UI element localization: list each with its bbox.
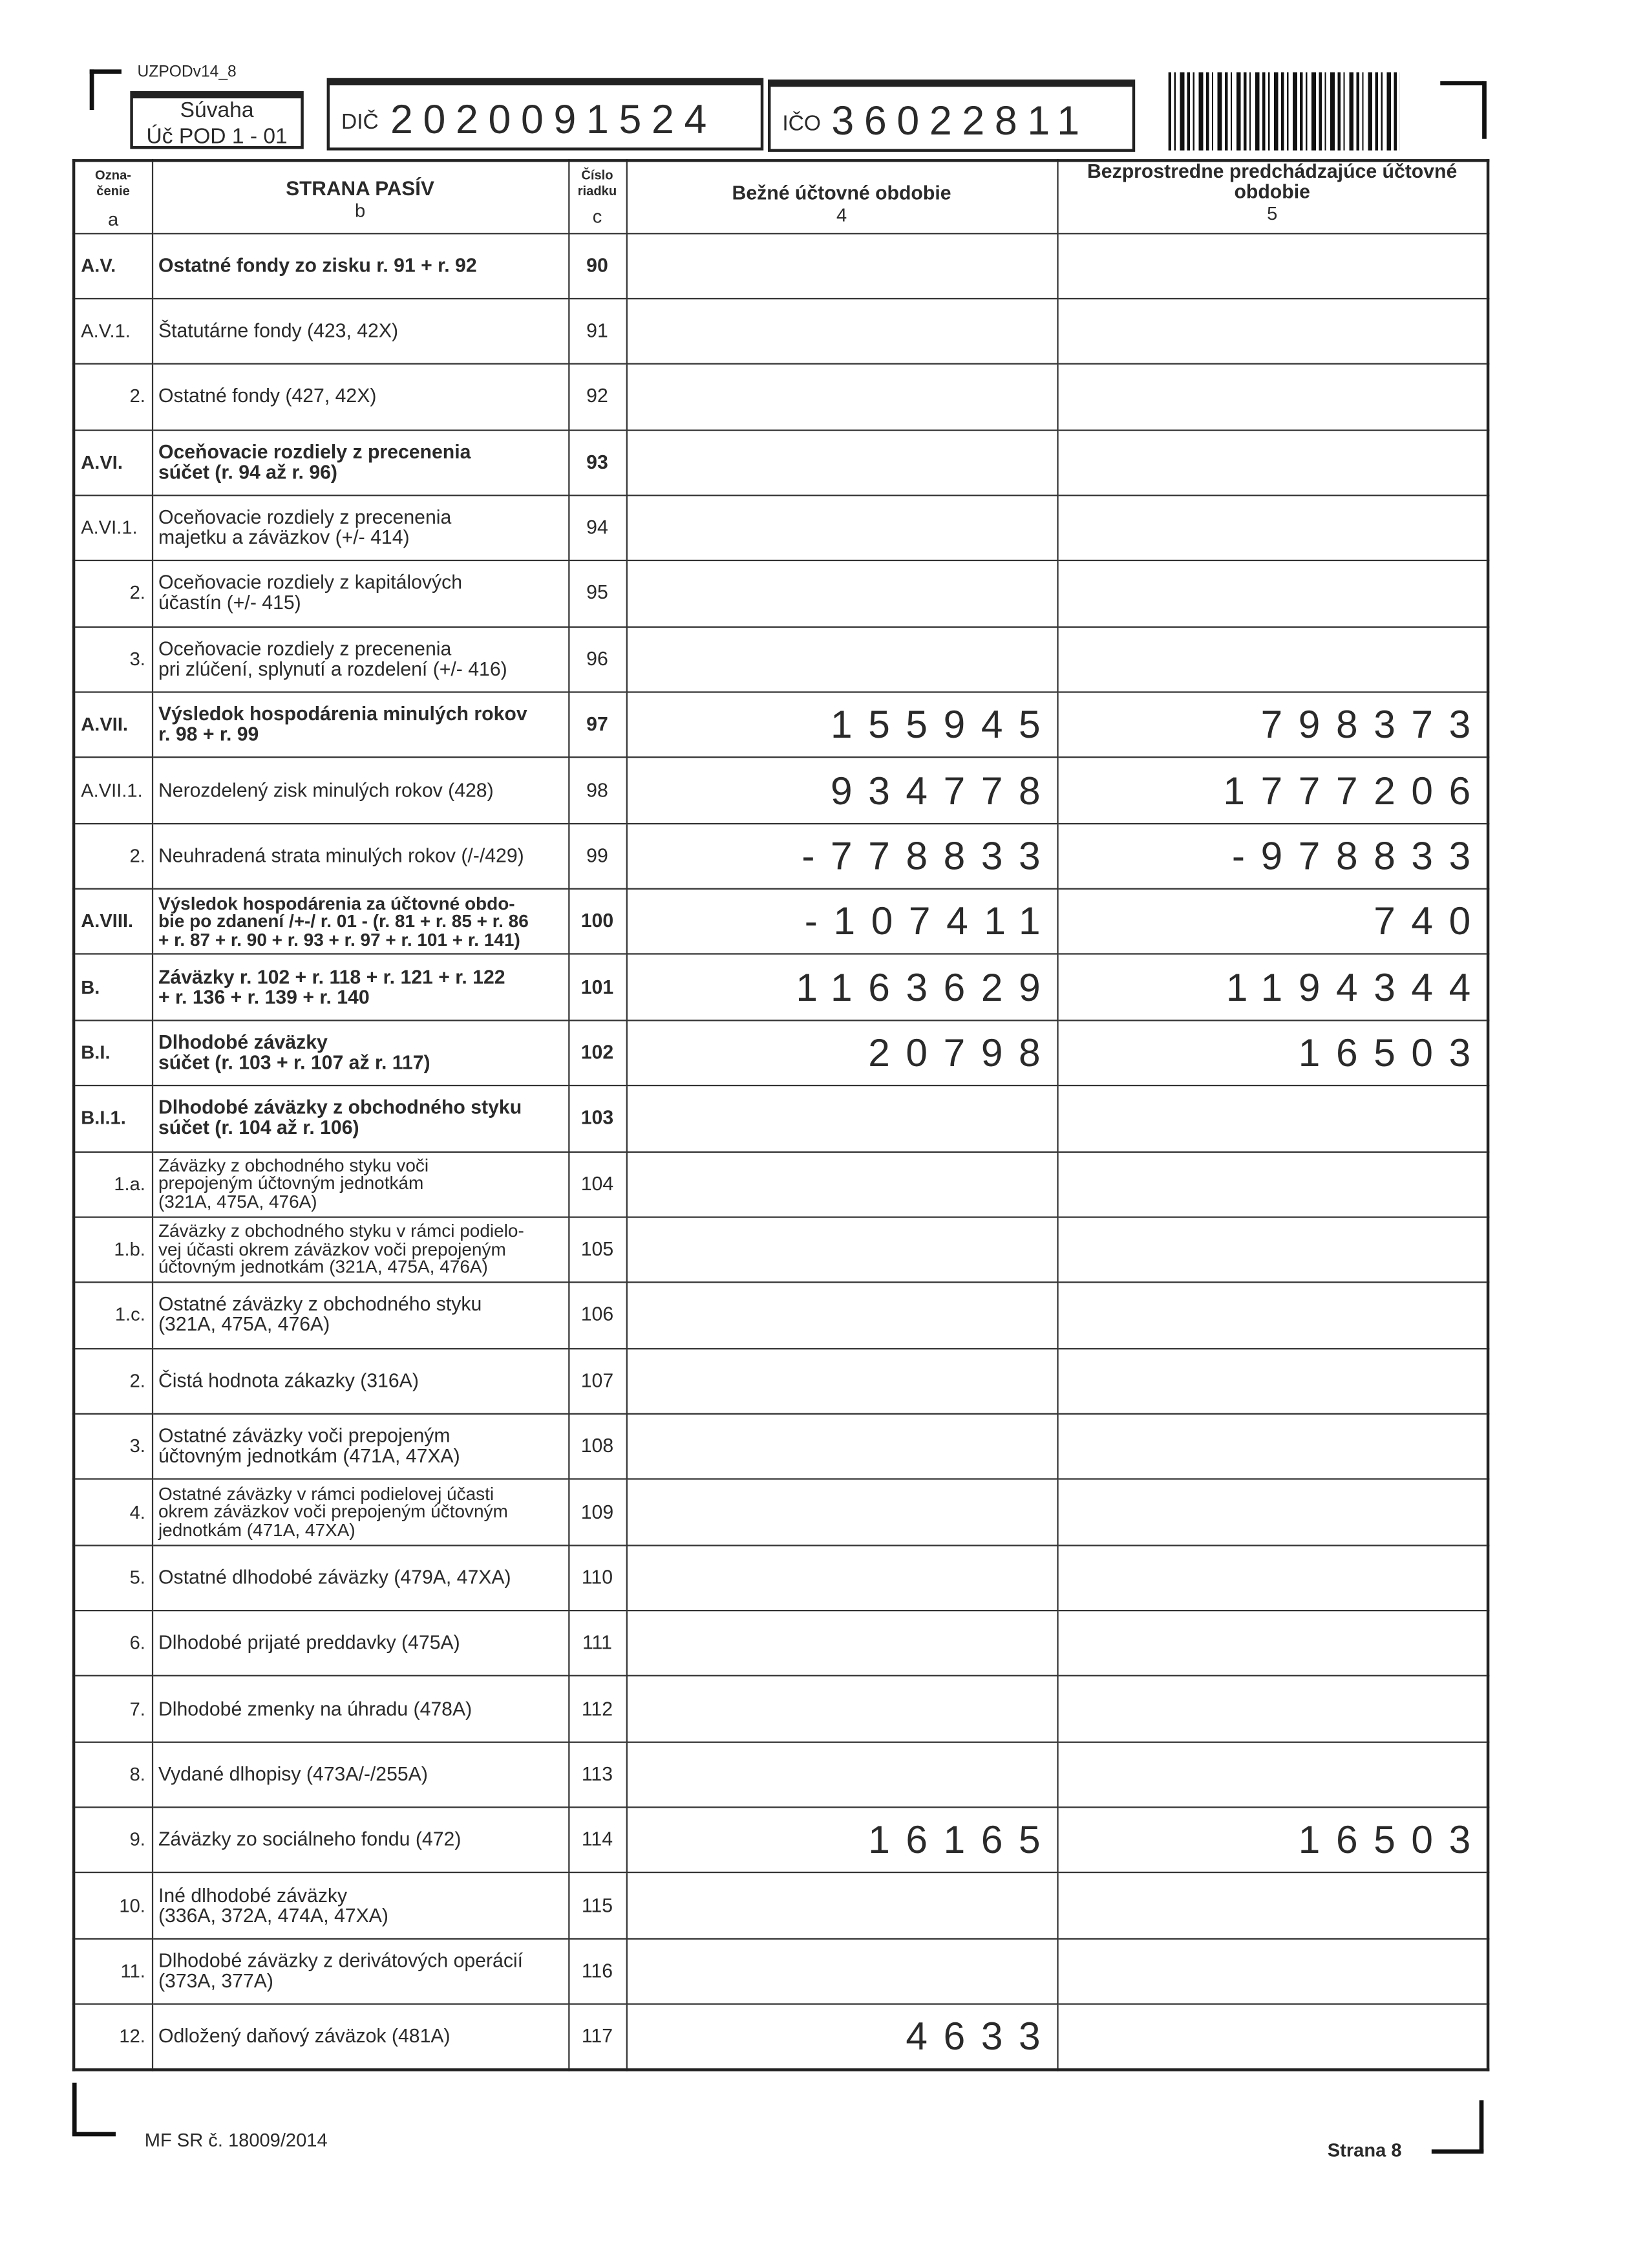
previous-period-value[interactable]: 16503 (1057, 1020, 1488, 1086)
row-code: 2. (74, 561, 152, 626)
previous-period-value[interactable] (1057, 1873, 1488, 1938)
previous-period-value[interactable] (1057, 561, 1488, 626)
current-period-value[interactable] (626, 1479, 1057, 1545)
current-period-value[interactable] (626, 1873, 1057, 1938)
table-row (74, 1086, 1488, 1151)
ico-label: IČO (782, 111, 821, 136)
row-code: 2. (74, 364, 152, 429)
previous-period-value[interactable] (1057, 1086, 1488, 1151)
table-row (74, 954, 1488, 1020)
row-number: 95 (568, 561, 626, 626)
row-label: Ostatné dlhodobé záväzky (479A, 47XA) (152, 1545, 568, 1610)
previous-period-value[interactable] (1057, 1676, 1488, 1742)
table-row (74, 626, 1488, 692)
table-row (74, 823, 1488, 888)
row-number: 107 (568, 1348, 626, 1413)
table-row (74, 889, 1488, 954)
row-label: Oceňovacie rozdiely z precenenia súčet (r. 94 až r. 96) (152, 430, 568, 495)
corner-mark-top-left (90, 69, 122, 74)
current-period-value[interactable] (626, 626, 1057, 692)
table-row (74, 233, 1488, 298)
current-period-value[interactable] (626, 1283, 1057, 1348)
row-number: 101 (568, 954, 626, 1020)
row-code: 8. (74, 1742, 152, 1807)
row-label: Iné dlhodobé záväzky (336A, 372A, 474A, 47XA) (152, 1873, 568, 1938)
row-label: Štatutárne fondy (423, 42X) (152, 299, 568, 364)
row-label: Ostatné záväzky z obchodného styku (321A, 475A, 476A) (152, 1283, 568, 1348)
row-label: Ostatné záväzky voči prepojeným účtovným jednotkám (471A, 47XA) (152, 1414, 568, 1479)
previous-period-value[interactable] (1057, 299, 1488, 364)
current-period-value[interactable]: -778833 (626, 823, 1057, 888)
current-period-value[interactable]: 16165 (626, 1808, 1057, 1873)
current-period-value[interactable] (626, 1086, 1057, 1151)
row-code: A.VI. (74, 430, 152, 495)
row-code: 3. (74, 626, 152, 692)
row-label: Ostatné fondy (427, 42X) (152, 364, 568, 429)
row-number: 111 (568, 1610, 626, 1676)
row-code: 7. (74, 1676, 152, 1742)
row-code: 1.b. (74, 1217, 152, 1282)
table-row (74, 1545, 1488, 1610)
table-row (74, 692, 1488, 758)
row-number: 94 (568, 495, 626, 561)
row-code: B.I. (74, 1020, 152, 1086)
previous-period-value[interactable] (1057, 626, 1488, 692)
current-period-value[interactable] (626, 561, 1057, 626)
row-label: Záväzky r. 102 + r. 118 + r. 121 + r. 122 + r. 136 + r. 139 + r. 140 (152, 954, 568, 1020)
corner-mark-top-right (1440, 81, 1483, 85)
current-period-value[interactable] (626, 495, 1057, 561)
current-period-value[interactable] (626, 1610, 1057, 1676)
row-code: 2. (74, 1348, 152, 1413)
row-number: 110 (568, 1545, 626, 1610)
row-number: 100 (568, 889, 626, 954)
dic-value: 2020091524 (390, 96, 717, 142)
row-number: 106 (568, 1283, 626, 1348)
ico-field (768, 80, 1135, 152)
previous-period-value[interactable] (1057, 364, 1488, 429)
previous-period-value[interactable] (1057, 2004, 1488, 2070)
row-label: Dlhodobé zmenky na úhradu (478A) (152, 1676, 568, 1742)
current-period-value[interactable] (626, 233, 1057, 298)
row-label: Vydané dlhopisy (473A/-/255A) (152, 1742, 568, 1807)
previous-period-value[interactable] (1057, 1283, 1488, 1348)
col-header-previous: Bezprostredne predchádzajúce účtovné obdobie 5 (1057, 160, 1488, 233)
previous-period-value[interactable] (1057, 1414, 1488, 1479)
row-number: 96 (568, 626, 626, 692)
row-number: 98 (568, 758, 626, 823)
row-code: 9. (74, 1808, 152, 1873)
previous-period-value[interactable]: -978833 (1057, 823, 1488, 888)
row-label: Oceňovacie rozdiely z precenenia majetku a záväzkov (+/- 414) (152, 495, 568, 561)
page-number: Strana 8 (1327, 2139, 1402, 2161)
row-number: 90 (568, 233, 626, 298)
table-row (74, 758, 1488, 823)
row-code: 6. (74, 1610, 152, 1676)
table-row (74, 1151, 1488, 1217)
row-number: 99 (568, 823, 626, 888)
form-code: UZPODv14_8 (137, 63, 237, 81)
row-code: A.VI.1. (74, 495, 152, 561)
row-code: A.VII.1. (74, 758, 152, 823)
row-code: 12. (74, 2004, 152, 2070)
table-row (74, 299, 1488, 364)
previous-period-value[interactable] (1057, 1151, 1488, 1217)
col-header-a: Ozna-čenie a (74, 160, 152, 233)
table-row (74, 1479, 1488, 1545)
row-code: B. (74, 954, 152, 1020)
current-period-value[interactable] (626, 1348, 1057, 1413)
table-row (74, 430, 1488, 495)
row-code: A.VII. (74, 692, 152, 758)
current-period-value[interactable] (626, 364, 1057, 429)
row-number: 91 (568, 299, 626, 364)
row-code: 10. (74, 1873, 152, 1938)
previous-period-value[interactable]: 1194344 (1057, 954, 1488, 1020)
row-label: Dlhodobé prijaté preddavky (475A) (152, 1610, 568, 1676)
previous-period-value[interactable]: 16503 (1057, 1808, 1488, 1873)
table-row (74, 1808, 1488, 1873)
table-row (74, 1610, 1488, 1676)
corner-mark-top-right (1482, 81, 1487, 138)
current-period-value[interactable] (626, 1545, 1057, 1610)
row-code: 3. (74, 1414, 152, 1479)
row-label: Čistá hodnota zákazky (316A) (152, 1348, 568, 1413)
row-label: Nerozdelený zisk minulých rokov (428) (152, 758, 568, 823)
previous-period-value[interactable]: 798373 (1057, 692, 1488, 758)
table-row (74, 1217, 1488, 1282)
row-code: 1.c. (74, 1283, 152, 1348)
table-row (74, 1348, 1488, 1413)
footer-reference: MF SR č. 18009/2014 (144, 2129, 328, 2151)
dic-label: DIČ (341, 110, 379, 135)
row-label: Ostatné záväzky v rámci podielovej účasti okrem záväzkov voči prepojeným účtovným jednotkám (471A, 47XA) (152, 1479, 568, 1545)
row-label: Záväzky z obchodného styku voči prepojeným účtovným jednotkám (321A, 475A, 476A) (152, 1151, 568, 1217)
row-label: Ostatné fondy zo zisku r. 91 + r. 92 (152, 233, 568, 298)
table-row (74, 561, 1488, 626)
liabilities-table (72, 159, 1489, 2071)
table-row (74, 1020, 1488, 1086)
dic-field (327, 78, 764, 151)
previous-period-value[interactable]: 740 (1057, 889, 1488, 954)
form-subtitle: Úč POD 1 - 01 (146, 124, 288, 149)
current-period-value[interactable]: -107411 (626, 889, 1057, 954)
previous-period-value[interactable] (1057, 1545, 1488, 1610)
table-row (74, 1676, 1488, 1742)
row-code: 2. (74, 823, 152, 888)
corner-mark-bottom-right (1480, 2100, 1484, 2152)
row-number: 113 (568, 1742, 626, 1807)
row-code: B.I.1. (74, 1086, 152, 1151)
current-period-value[interactable] (626, 1676, 1057, 1742)
table-header-row (74, 160, 1488, 233)
corner-mark-top-left (90, 69, 94, 110)
row-number: 92 (568, 364, 626, 429)
previous-period-value[interactable] (1057, 1348, 1488, 1413)
table-row (74, 1939, 1488, 2004)
corner-mark-bottom-left (72, 2083, 77, 2135)
row-code: 4. (74, 1479, 152, 1545)
row-number: 108 (568, 1414, 626, 1479)
table-row (74, 1742, 1488, 1807)
row-number: 117 (568, 2004, 626, 2070)
row-number: 102 (568, 1020, 626, 1086)
current-period-value[interactable] (626, 430, 1057, 495)
previous-period-value[interactable] (1057, 1610, 1488, 1676)
current-period-value[interactable] (626, 1414, 1057, 1479)
previous-period-value[interactable] (1057, 1742, 1488, 1807)
current-period-value[interactable]: 934778 (626, 758, 1057, 823)
row-number: 104 (568, 1151, 626, 1217)
previous-period-value[interactable] (1057, 1217, 1488, 1282)
row-number: 103 (568, 1086, 626, 1151)
current-period-value[interactable]: 4633 (626, 2004, 1057, 2070)
row-label: Dlhodobé záväzky súčet (r. 103 + r. 107 až r. 117) (152, 1020, 568, 1086)
barcode (1169, 72, 1400, 151)
row-label: Výsledok hospodárenia minulých rokov r. 98 + r. 99 (152, 692, 568, 758)
row-label: Neuhradená strata minulých rokov (/-/429) (152, 823, 568, 888)
current-period-value[interactable]: 155945 (626, 692, 1057, 758)
current-period-value[interactable]: 1163629 (626, 954, 1057, 1020)
col-header-current: Bežné účtovné obdobie 4 (626, 160, 1057, 233)
row-label: Záväzky zo sociálneho fondu (472) (152, 1808, 568, 1873)
table-row (74, 1873, 1488, 1938)
table-row (74, 2004, 1488, 2070)
table-row (74, 364, 1488, 429)
row-number: 115 (568, 1873, 626, 1938)
table-row (74, 495, 1488, 561)
row-number: 114 (568, 1808, 626, 1873)
row-number: 109 (568, 1479, 626, 1545)
row-code: 1.a. (74, 1151, 152, 1217)
row-label: Výsledok hospodárenia za účtovné obdo- bie po zdanení /+-/ r. 01 - (r. 81 + r. 85 + r. 86 + r. 87 + r. 90 + r. 93 + r. 97 + r. 101 + r. 141) (152, 889, 568, 954)
row-number: 116 (568, 1939, 626, 2004)
previous-period-value[interactable] (1057, 233, 1488, 298)
current-period-value[interactable] (626, 1939, 1057, 2004)
col-header-b: STRANA PASÍV b (152, 160, 568, 233)
row-number: 112 (568, 1676, 626, 1742)
row-code: A.VIII. (74, 889, 152, 954)
row-number: 97 (568, 692, 626, 758)
previous-period-value[interactable] (1057, 495, 1488, 561)
row-label: Oceňovacie rozdiely z precenenia pri zlúčení, splynutí a rozdelení (+/- 416) (152, 626, 568, 692)
current-period-value[interactable] (626, 1742, 1057, 1807)
current-period-value[interactable]: 20798 (626, 1020, 1057, 1086)
col-header-c: Číslo riadku c (568, 160, 626, 233)
row-code: 11. (74, 1939, 152, 2004)
row-number: 93 (568, 430, 626, 495)
row-label: Odložený daňový záväzok (481A) (152, 2004, 568, 2070)
corner-mark-bottom-right (1432, 2149, 1484, 2154)
table-row (74, 1283, 1488, 1348)
form-title-box (130, 91, 303, 149)
row-code: A.V.1. (74, 299, 152, 364)
row-code: 5. (74, 1545, 152, 1610)
row-label: Záväzky z obchodného styku v rámci podielo- vej účasti okrem záväzkov voči prepojeným účtovným jednotkám (321A, 475A, 476A) (152, 1217, 568, 1282)
previous-period-value[interactable]: 1777206 (1057, 758, 1488, 823)
current-period-value[interactable] (626, 1217, 1057, 1282)
row-label: Oceňovacie rozdiely z kapitálových účastín (+/- 415) (152, 561, 568, 626)
row-label: Dlhodobé záväzky z obchodného styku súčet (r. 104 až r. 106) (152, 1086, 568, 1151)
previous-period-value[interactable] (1057, 1479, 1488, 1545)
row-number: 105 (568, 1217, 626, 1282)
current-period-value[interactable] (626, 299, 1057, 364)
ico-value: 36022811 (831, 98, 1090, 144)
row-code: A.V. (74, 233, 152, 298)
previous-period-value[interactable] (1057, 430, 1488, 495)
corner-mark-bottom-left (72, 2132, 116, 2137)
form-title: Súvaha (180, 98, 254, 123)
row-label: Dlhodobé záväzky z derivátových operácií (373A, 377A) (152, 1939, 568, 2004)
current-period-value[interactable] (626, 1151, 1057, 1217)
table-row (74, 1414, 1488, 1479)
previous-period-value[interactable] (1057, 1939, 1488, 2004)
